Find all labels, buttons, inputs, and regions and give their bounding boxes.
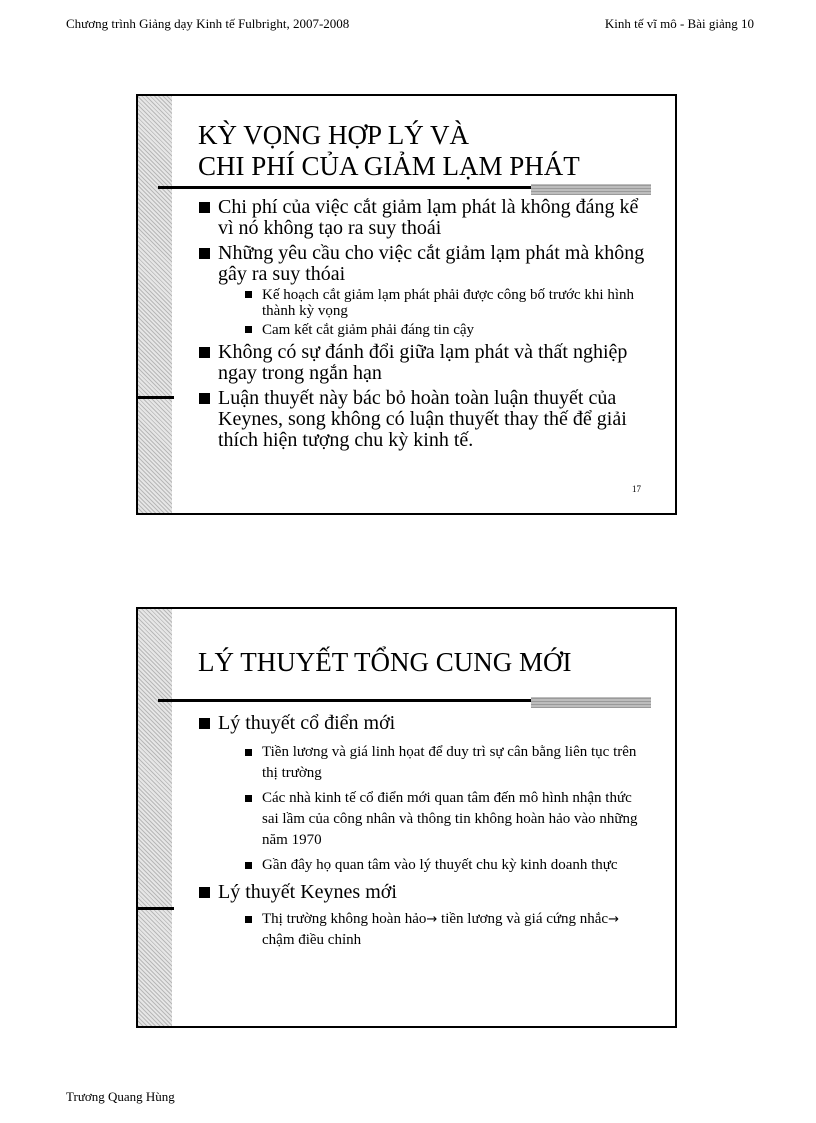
sub-bullet-item (244, 909, 645, 951)
slide-aggregate-supply (136, 607, 677, 1028)
slide-page-number: 17 (632, 484, 641, 494)
sub-bullet-text: tiền lương và giá cứng nhắc (437, 911, 609, 927)
bullet-text: Lý thuyết Keynes mới (218, 881, 397, 903)
sub-bullet-list (218, 909, 645, 951)
side-tick (138, 907, 174, 910)
slide-hatch-decoration (138, 609, 172, 1026)
title-rule-accent (531, 697, 651, 708)
bullet-item (198, 243, 645, 338)
footer-author: Trương Quang Hùng (66, 1089, 175, 1104)
sub-bullet-list (218, 287, 645, 338)
title-rule-accent (531, 184, 651, 195)
sub-bullet-text: Cam kết cắt giảm phải đáng tin cậy (262, 322, 475, 338)
title-line-2: CHI PHÍ CỦA GIẢM LẠM PHÁT (198, 151, 580, 181)
square-bullet-icon (199, 887, 210, 898)
square-bullet-icon (199, 718, 210, 729)
sub-bullet-text: Gần đây họ quan tâm vào lý thuyết chu kỳ kinh doanh thực (262, 857, 618, 873)
right-arrow-icon: → (426, 912, 438, 927)
right-arrow-icon: → (608, 912, 619, 927)
bullet-text: Luận thuyết này bác bỏ hoàn toàn luận thuyết của Keynes, song không có luận thuyết thay thế để giải thích hiện tượng chu kỳ kinh tế. (218, 387, 627, 451)
sub-bullet-text: Tiền lương và giá linh họat để duy trì sự cân bằng liên tục trên thị trường (262, 744, 637, 781)
bullet-item (198, 713, 645, 876)
bullet-item (198, 197, 645, 239)
sub-bullet-text: Các nhà kinh tế cổ điển mới quan tâm đến mô hình nhận thức sai lầm của công nhân và thông tin không hoàn hảo vào những năm 1970 (262, 790, 638, 848)
square-bullet-icon (245, 862, 252, 869)
slide-17 (136, 94, 677, 515)
square-bullet-icon (245, 326, 252, 333)
header-lecture: Kinh tế vĩ mô - Bài giảng 10 (604, 16, 754, 31)
bullet-list (198, 197, 645, 455)
square-bullet-icon (245, 795, 252, 802)
square-bullet-icon (199, 202, 210, 213)
bullet-list (198, 713, 645, 957)
bullet-item (198, 388, 645, 451)
sub-bullet-item (244, 322, 645, 338)
slide-hatch-decoration (138, 96, 172, 513)
bullet-text: Lý thuyết cổ điển mới (218, 712, 396, 734)
sub-bullet-item (244, 788, 645, 851)
sub-bullet-item (244, 855, 645, 876)
bullet-text: Không có sự đánh đổi giữa lạm phát và thất nghiệp ngay trong ngắn hạn (218, 341, 628, 384)
slide-title (198, 120, 645, 182)
sub-bullet-list (218, 742, 645, 876)
square-bullet-icon (199, 248, 210, 259)
header-course: Chương trình Giảng dạy Kinh tế Fulbright, 2007-2008 (66, 16, 350, 31)
side-tick (138, 396, 174, 399)
bullet-text: Chi phí của việc cắt giảm lạm phát là không đáng kể vì nó không tạo ra suy thoái (218, 196, 639, 239)
sub-bullet-item (244, 742, 645, 784)
sub-bullet-text: Thị trường không hoàn hảo (262, 911, 427, 927)
square-bullet-icon (199, 347, 210, 358)
square-bullet-icon (245, 291, 252, 298)
square-bullet-icon (199, 393, 210, 404)
sub-bullet-text: chậm điều chỉnh (262, 932, 362, 948)
sub-bullet-text: Kế hoạch cắt giảm lạm phát phải được công bố trước khi hình thành kỳ vọng (262, 287, 635, 319)
bullet-text: Những yêu cầu cho việc cắt giảm lạm phát mà không gây ra suy thóai (218, 242, 645, 285)
bullet-item (198, 342, 645, 384)
slide-title: LÝ THUYẾT TỔNG CUNG MỚI (198, 647, 572, 677)
sub-bullet-item (244, 287, 645, 319)
title-line-1: KỲ VỌNG HỢP LÝ VÀ (198, 120, 470, 150)
bullet-item (198, 882, 645, 951)
square-bullet-icon (245, 749, 252, 756)
square-bullet-icon (245, 916, 252, 923)
